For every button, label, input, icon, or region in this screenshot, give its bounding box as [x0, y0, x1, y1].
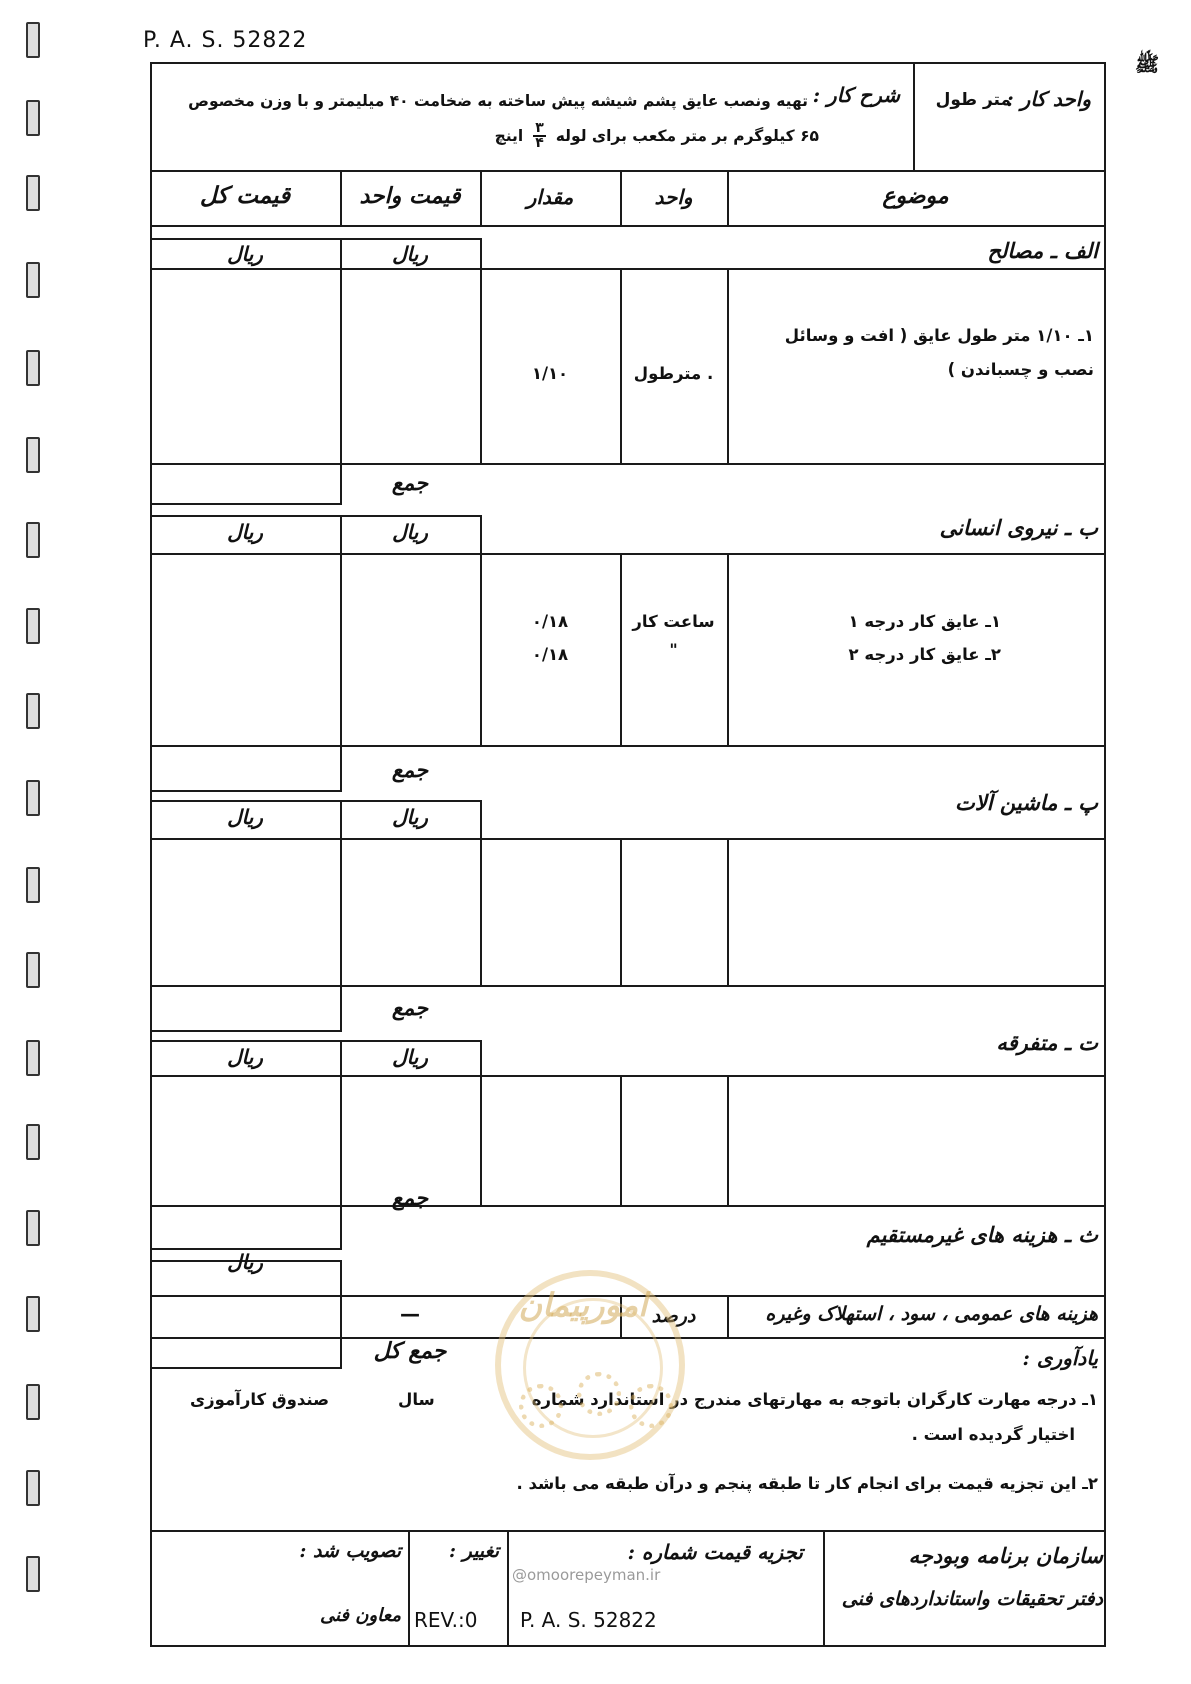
binder-hole	[26, 175, 40, 211]
binder-hole	[26, 608, 40, 644]
binder-hole	[26, 1040, 40, 1076]
approver-title: معاون فنی	[319, 1605, 401, 1626]
misc-sum-label: جمع	[391, 1185, 429, 1210]
pipe-size-fraction	[533, 122, 546, 150]
labor-quantity-2: ۰/۱۸	[531, 645, 569, 664]
work-unit-value: متر طول	[935, 90, 1011, 110]
indirect-unit-price: —	[400, 1302, 420, 1326]
currency-unit-price: ریال	[392, 1045, 428, 1069]
description-line2-start: ۶۵ کیلوگرم بر متر مکعب برای لوله	[555, 127, 819, 145]
materials-quantity: ۱/۱۰	[531, 364, 569, 383]
binder-hole	[26, 1296, 40, 1332]
description-label: شرح کار :	[812, 83, 900, 107]
col-unit: واحد	[654, 185, 693, 209]
section-misc-title: ت ـ متفرقه	[996, 1030, 1098, 1055]
binder-hole	[26, 1124, 40, 1160]
labor-item-2: ۲ـ عایق کار درجه ۲	[848, 645, 1001, 664]
labor-sum-label: جمع	[391, 757, 429, 782]
price-analysis-label: تجزیه قیمت شماره :	[627, 1540, 803, 1564]
binder-hole	[26, 1556, 40, 1592]
col-total-price: قیمت کل	[199, 182, 291, 209]
fraction-denominator: ۴	[535, 135, 544, 151]
revision-value: REV.:0	[414, 1608, 478, 1632]
currency-unit-price: ریال	[392, 520, 428, 544]
binder-hole	[26, 100, 40, 136]
approved-label: تصویب شد :	[299, 1540, 401, 1562]
stamp-gear-icon	[629, 1384, 673, 1428]
currency-total-price: ریال	[227, 520, 263, 544]
description-line2	[495, 122, 819, 150]
work-unit-label: واحد کار :	[1006, 87, 1091, 111]
currency-unit-price: ریال	[392, 242, 428, 266]
binder-hole	[26, 952, 40, 988]
binder-hole	[26, 693, 40, 729]
col-subject: موضوع	[882, 183, 949, 209]
binder-hole	[26, 22, 40, 58]
notes-title: یادآوری :	[1022, 1346, 1098, 1370]
stamp-gear-icon	[577, 1372, 621, 1416]
corner-mark: ﷺ	[1135, 52, 1160, 76]
labor-unit: ساعت کار	[632, 612, 715, 631]
binder-hole	[26, 1210, 40, 1246]
document-code: P. A. S. 52822	[143, 28, 308, 53]
labor-item-1: ۱ـ عایق کار درجه ۱	[848, 612, 1001, 631]
binder-hole	[26, 867, 40, 903]
col-unit-price: قیمت واحد	[359, 183, 461, 209]
note-2: ۲ـ این تجزیه قیمت برای انجام کار تا طبقه پنجم و درآن طبقه می باشد .	[516, 1474, 1098, 1493]
watermark-handle: @omoorepeyman.ir	[512, 1566, 661, 1584]
materials-unit: . مترطول	[633, 364, 714, 383]
fraction-numerator: ۳	[535, 120, 544, 136]
note-1-line2: اختیار گردیده است .	[911, 1425, 1075, 1444]
binder-hole	[26, 1470, 40, 1506]
currency-total-price: ریال	[227, 805, 263, 829]
training-fund-label: صندوق کارآموزی	[190, 1390, 330, 1409]
section-labor-title: ب ـ نیروی انسانی	[939, 515, 1098, 540]
materials-sum-label: جمع	[391, 470, 429, 495]
labor-quantity-1: ۰/۱۸	[531, 612, 569, 631]
binder-hole	[26, 262, 40, 298]
binder-hole	[26, 780, 40, 816]
binder-hole	[26, 1384, 40, 1420]
price-analysis-number: P. A. S. 52822	[520, 1608, 657, 1632]
section-indirect-title: ث ـ هزینه های غیرمستقیم	[866, 1222, 1098, 1247]
indirect-cost-desc: هزینه های عمومی ، سود ، استهلاک وغیره	[765, 1303, 1098, 1325]
binder-hole	[26, 522, 40, 558]
binder-hole	[26, 437, 40, 473]
currency-total-price: ریال	[227, 1045, 263, 1069]
watermark-stamp	[495, 1270, 685, 1460]
grand-total-label: جمع کل	[373, 1338, 447, 1364]
materials-item-line1: ۱ـ ۱/۱۰ متر طول عایق ( افت و وسائل	[784, 326, 1094, 345]
labor-unit-ditto: "	[669, 640, 678, 659]
note-1-line1: ۱ـ درجه مهارت کارگران باتوجه به مهارتهای مندرج در استاندارد شماره	[531, 1390, 1098, 1409]
section-machinery-title: پ ـ ماشین آلات	[954, 790, 1098, 815]
currency-total-price: ریال	[227, 242, 263, 266]
org-name-line2: دفتر تحقیقات واستانداردهای فنی	[841, 1588, 1103, 1610]
section-materials-title: الف ـ مصالح	[987, 238, 1098, 263]
binder-hole	[26, 350, 40, 386]
currency-unit-price: ریال	[392, 805, 428, 829]
stamp-gear-icon	[519, 1384, 563, 1428]
description-line2-end: اینچ	[494, 127, 524, 145]
machinery-sum-label: جمع	[391, 995, 429, 1020]
year-label: سال	[398, 1390, 435, 1409]
materials-item-line2: نصب و چسباندن )	[947, 360, 1094, 379]
currency-total-price: ریال	[227, 1250, 263, 1274]
stamp-text: امورپیمان	[518, 1286, 647, 1324]
description-line1: تهیه ونصب عایق پشم شیشه پیش ساخته به ضخامت ۴۰ میلیمتر و با وزن مخصوص	[188, 92, 808, 110]
revision-label: تغییر :	[448, 1540, 499, 1562]
indirect-unit: درصد	[651, 1305, 696, 1327]
org-name-line1: سازمان برنامه وبودجه	[908, 1543, 1103, 1568]
col-quantity: مقدار	[526, 185, 574, 209]
